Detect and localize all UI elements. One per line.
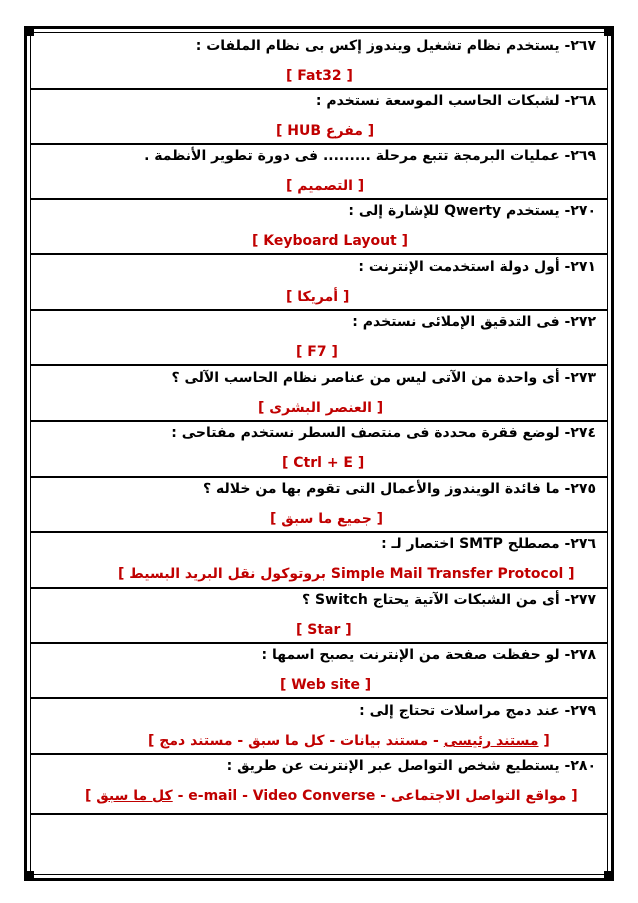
answer-text: [ Keyboard Layout ] bbox=[252, 233, 409, 249]
answer-text: [ Simple Mail Transfer Protocol بروتوكول نقل البريد البسيط ] bbox=[118, 566, 575, 582]
separator-line bbox=[30, 364, 608, 366]
separator-line bbox=[30, 143, 608, 145]
question-text: ٢٧٢- فى التدقيق الإملائى نستخدم : bbox=[352, 314, 596, 330]
answer-underlined: كل ما سبق bbox=[96, 788, 173, 804]
answer-text: [ Ctrl + E ] bbox=[282, 455, 365, 471]
question-text: ٢٧١- أول دولة استخدمت الإنترنت : bbox=[358, 259, 596, 275]
corner-ornament bbox=[604, 26, 614, 36]
separator-line bbox=[30, 813, 608, 815]
separator-line bbox=[30, 420, 608, 422]
answer-text bbox=[148, 733, 550, 749]
separator-line bbox=[30, 697, 608, 699]
separator-line bbox=[30, 198, 608, 200]
answer-text bbox=[85, 788, 578, 804]
answer-text: [ أمريكا ] bbox=[286, 289, 350, 305]
separator-line bbox=[30, 531, 608, 533]
separator-line bbox=[30, 753, 608, 755]
answer-text: [ جميع ما سبق ] bbox=[270, 511, 384, 527]
question-text: ٢٧٦- مصطلح SMTP اختصار لـ : bbox=[381, 536, 596, 552]
question-text: ٢٧٥- ما فائدة الويندوز والأعمال التى تقوم بها من خلاله ؟ bbox=[203, 481, 596, 497]
question-text: ٢٦٨- لشبكات الحاسب الموسعة نستخدم : bbox=[315, 93, 596, 109]
corner-ornament bbox=[604, 871, 614, 881]
answer-text: [ Fat32 ] bbox=[286, 68, 353, 84]
question-text: ٢٨٠- يستطيع شخص التواصل عبر الإنترنت عن طريق : bbox=[226, 758, 596, 774]
question-text: ٢٧٠- يستخدم Qwerty للإشارة إلى : bbox=[348, 203, 596, 219]
answer-text: [ مفرع HUB ] bbox=[276, 123, 375, 139]
question-text: ٢٧٤- لوضع فقرة محددة فى منتصف السطر نستخدم مفتاحى : bbox=[171, 425, 596, 441]
question-text: ٢٧٣- أى واحدة من الآتى ليس من عناصر نظام الحاسب الآلى ؟ bbox=[171, 370, 596, 386]
answer-text: [ F7 ] bbox=[296, 344, 338, 360]
answer-underlined: مستند رئيسى bbox=[443, 733, 539, 749]
separator-line bbox=[30, 88, 608, 90]
separator-line bbox=[30, 587, 608, 589]
separator-line bbox=[30, 253, 608, 255]
question-text: ٢٦٧- يستخدم نظام تشغيل ويندوز إكس بى نظام الملفات : bbox=[195, 38, 596, 54]
separator-line bbox=[30, 642, 608, 644]
answer-text: [ Star ] bbox=[296, 622, 352, 638]
answer-text: [ التصميم ] bbox=[286, 178, 365, 194]
separator-line bbox=[30, 476, 608, 478]
separator-line bbox=[30, 309, 608, 311]
answer-text: [ العنصر البشرى ] bbox=[258, 400, 384, 416]
answer-part: [ مواقع التواصل الاجتماعى - e-mail - Video Converse - bbox=[172, 788, 578, 804]
question-text: ٢٧٩- عند دمج مراسلات تحتاج إلى : bbox=[359, 703, 596, 719]
question-text: ٢٧٧- أى من الشبكات الآتية يحتاج Switch ؟ bbox=[302, 592, 596, 608]
answer-part: ] bbox=[85, 788, 97, 804]
corner-ornament bbox=[24, 26, 34, 36]
question-text: ٢٧٨- لو حفظت صفحة من الإنترنت يصبح اسمها : bbox=[261, 647, 596, 663]
corner-ornament bbox=[24, 871, 34, 881]
answer-text: [ Web site ] bbox=[280, 677, 372, 693]
question-text: ٢٦٩- عمليات البرمجة تتبع مرحلة ......... فى دورة تطوير الأنظمة . bbox=[144, 148, 596, 164]
answer-part: - مستند بيانات - كل ما سبق - مستند دمج ] bbox=[148, 733, 444, 749]
answer-part: [ bbox=[538, 733, 550, 749]
